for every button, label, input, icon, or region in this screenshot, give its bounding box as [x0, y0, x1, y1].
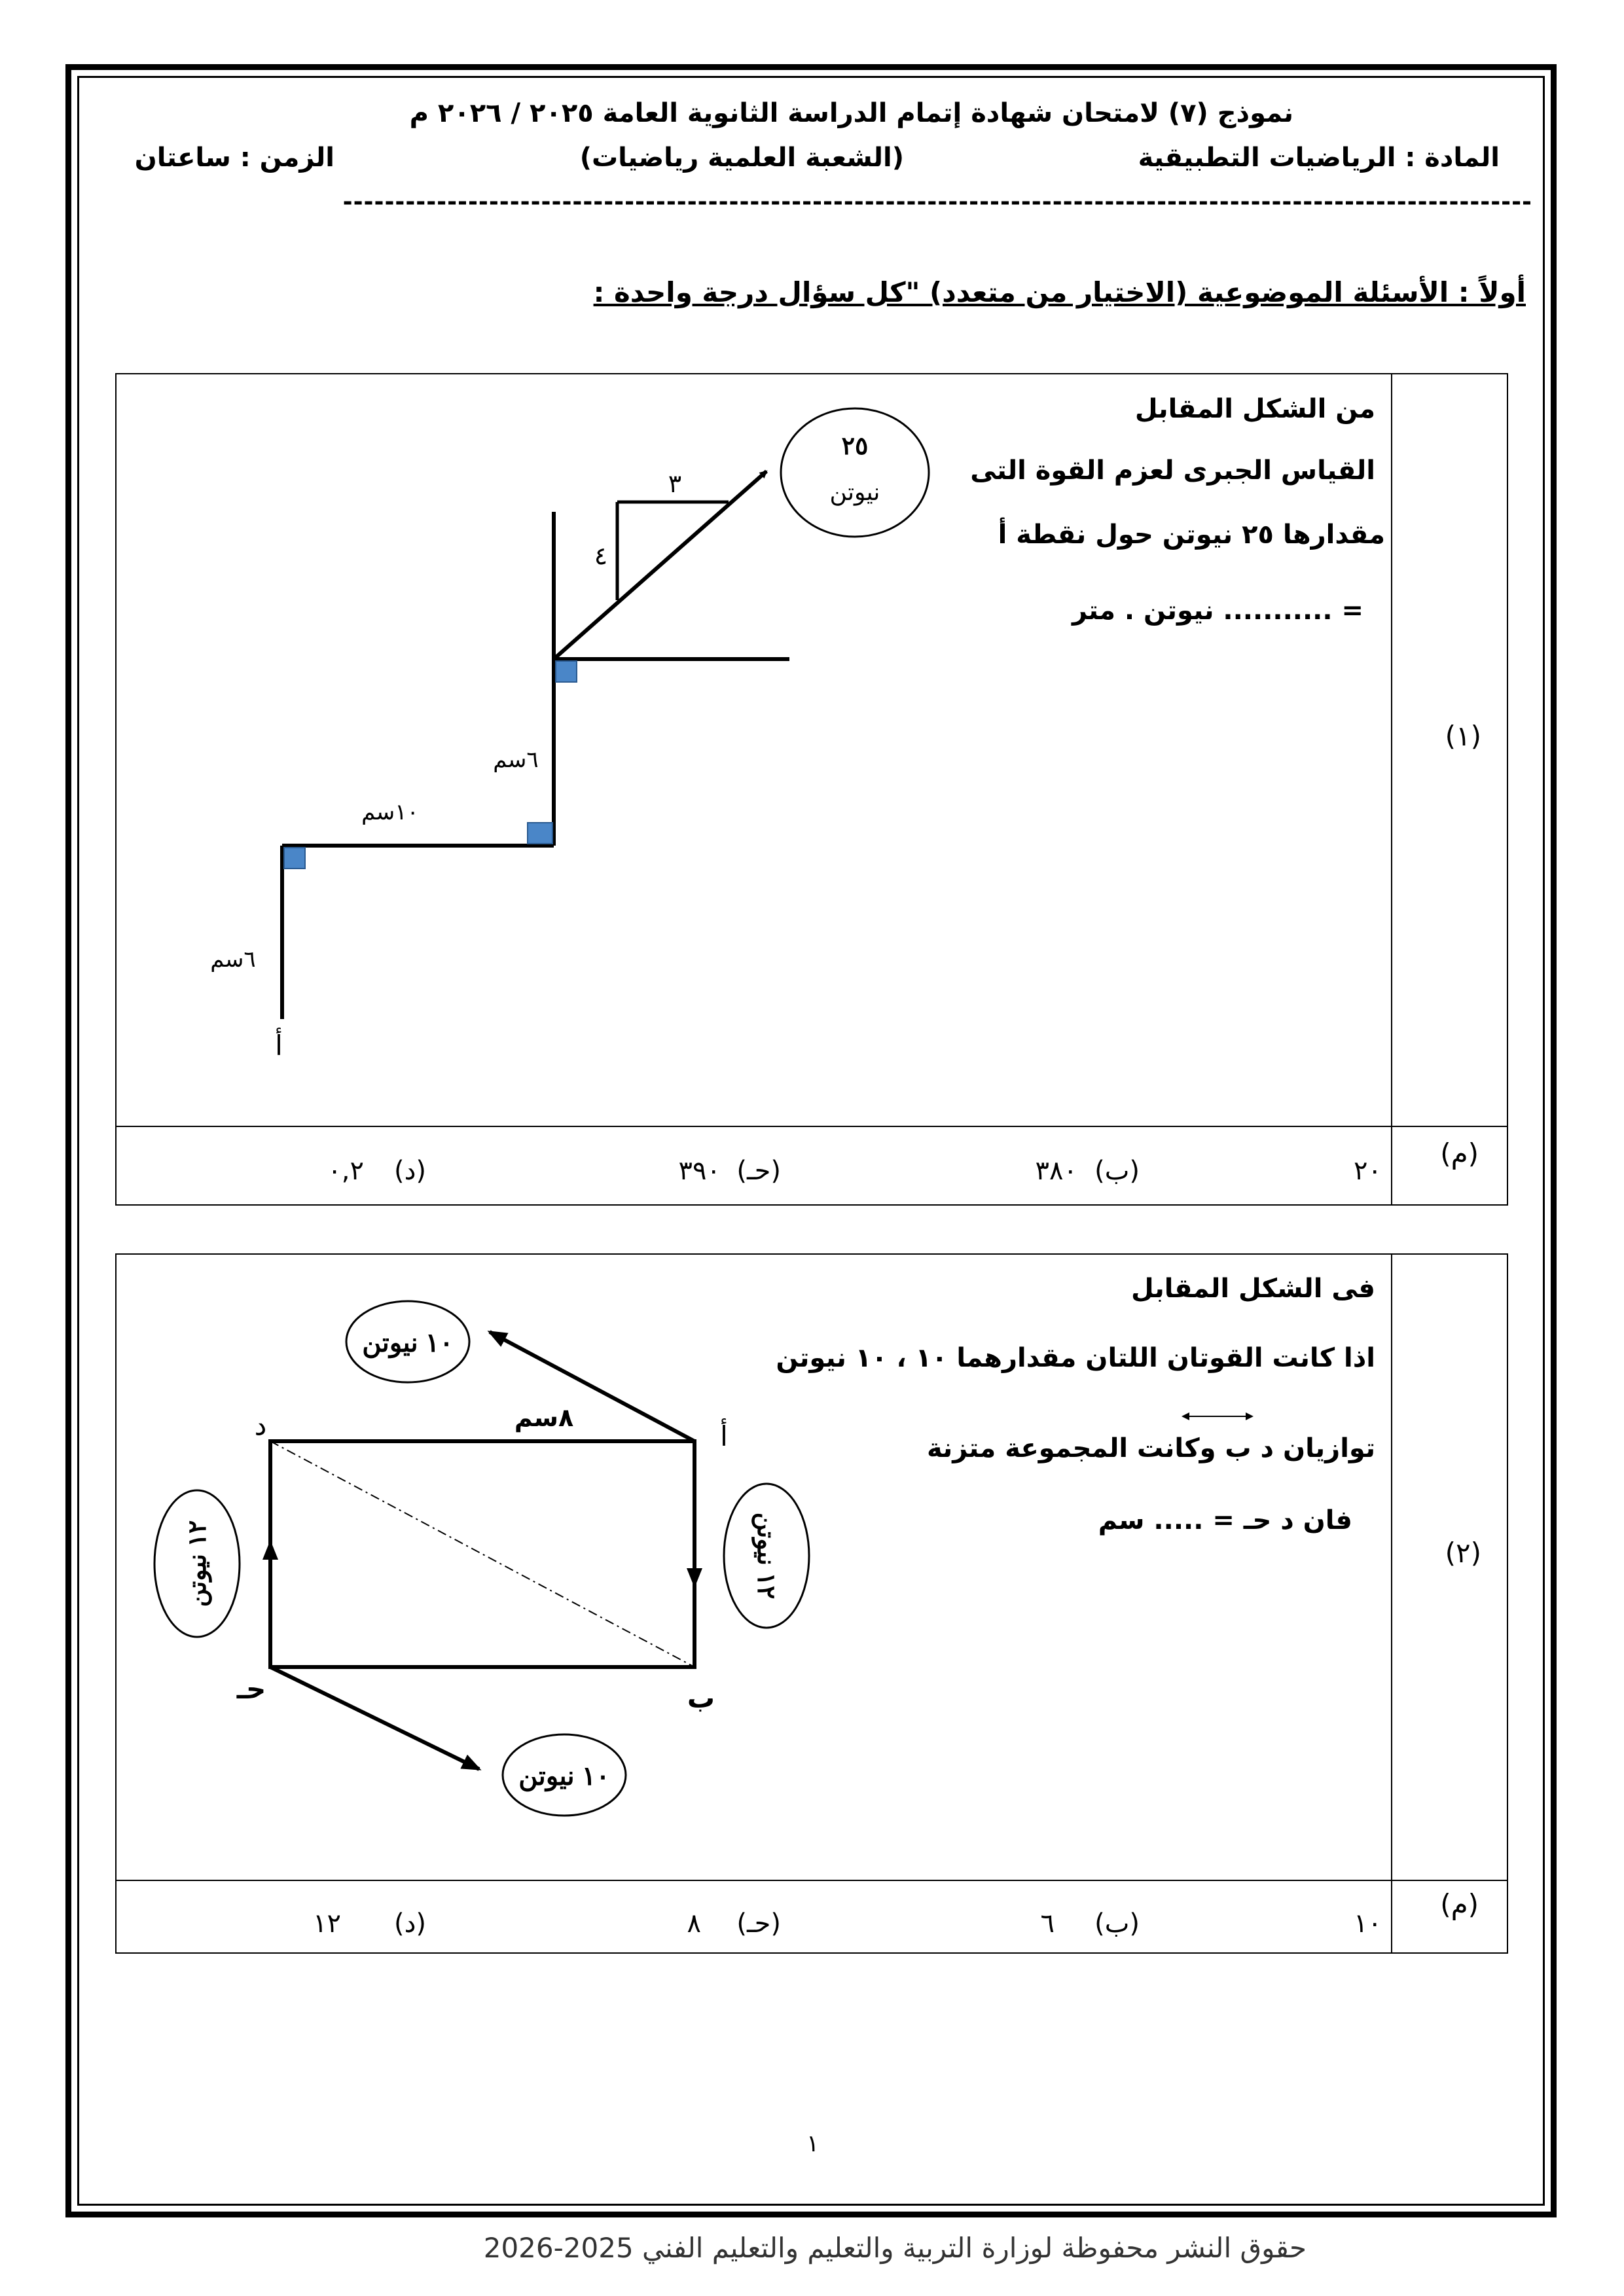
- question-1-answer-label: (م): [1440, 1138, 1479, 1170]
- question-1-line-1: من الشكل المقابل: [1134, 394, 1375, 424]
- copyright-footer: حقوق النشر محفوظة لوزارة التربية والتعليم والتعليم الفني 2025-2026: [483, 2232, 1307, 2264]
- question-1-figure: [115, 374, 1032, 1121]
- q1-choice-d-value[interactable]: ٠,٢: [327, 1156, 364, 1186]
- force-arrow-bottom: [270, 1667, 479, 1769]
- q1-choice-b-value[interactable]: ٣٨٠: [1035, 1156, 1077, 1186]
- force-arrow: [554, 471, 767, 659]
- q2-choice-c-value[interactable]: ٨: [687, 1909, 701, 1939]
- tri-vertical-label: ٤: [594, 541, 608, 570]
- question-2-line-2: اذا كانت القوتان اللتان مقدارهما ١٠ ، ١٠ نيوتن: [776, 1343, 1375, 1373]
- segment-label-2: ١٠سم: [361, 799, 419, 825]
- q1-choice-c-value[interactable]: ٣٩٠: [678, 1156, 721, 1186]
- force-circle: [781, 408, 929, 537]
- question-1-number: (١): [1445, 720, 1481, 752]
- vertex-b: ب: [687, 1682, 715, 1714]
- page-number: ١: [806, 2130, 820, 2157]
- question-2-answer-label: (م): [1440, 1888, 1479, 1920]
- force-value: ٢٥: [841, 433, 869, 460]
- exam-title: نموذج (٧) لامتحان شهادة إتمام الدراسة الثانوية العامة ٢٠٢٥ / ٢٠٢٦ م: [409, 98, 1293, 128]
- tri-horizontal-label: ٣: [668, 469, 682, 498]
- force-left-label: ١٢ نيوتن: [184, 1520, 211, 1607]
- point-a-label: أ: [275, 1030, 283, 1062]
- question-2-number: (٢): [1445, 1537, 1481, 1569]
- section-title: أولاً : الأسئلة الموضوعية (الاختيار من متعدد) "كل سؤال درجة واحدة :: [593, 276, 1526, 308]
- q1-choice-a-value[interactable]: ٢٠: [1354, 1156, 1382, 1186]
- force-bottom-label: ١٠ نيوتن: [518, 1762, 610, 1791]
- question-2-line-1: فى الشكل المقابل: [1131, 1274, 1375, 1304]
- force-top-label: ١٠ نيوتن: [362, 1329, 454, 1357]
- segment-label-1: ٦سم: [493, 747, 539, 773]
- q2-choice-d-label[interactable]: (د): [393, 1909, 426, 1939]
- q2-choice-b-label[interactable]: (ب): [1094, 1909, 1140, 1939]
- question-1-line-4: = ........... نيوتن . متر: [1072, 596, 1363, 626]
- header-dashes: ------------------------------------------------------------------------------------------------------------------: [342, 188, 1532, 215]
- question-1-line-3: مقدارها ٢٥ نيوتن حول نقطة أ: [998, 520, 1385, 550]
- question-2-figure: [115, 1255, 861, 1863]
- vertex-a: أ: [720, 1420, 728, 1452]
- subject-label: المادة : الرياضيات التطبيقية: [1138, 143, 1500, 173]
- time-label: الزمن : ساعتان: [134, 143, 334, 173]
- q2-choice-a-value[interactable]: ١٠: [1354, 1909, 1382, 1939]
- q2-choice-b-value[interactable]: ٦: [1040, 1909, 1055, 1939]
- vertex-d: د: [254, 1409, 267, 1441]
- force-right-label: ١٢ نيوتن: [752, 1512, 780, 1600]
- segment-label-3: ٦سم: [210, 946, 256, 973]
- q2-choice-c-label[interactable]: (حـ): [736, 1909, 781, 1939]
- q1-choice-b-label[interactable]: (ب): [1094, 1156, 1140, 1186]
- q1-choice-c-label[interactable]: (حـ): [736, 1156, 781, 1186]
- question-2-line-4: فان د حـ = ..... سم: [1098, 1505, 1352, 1535]
- vertex-c: حـ: [236, 1673, 266, 1705]
- question-1-line-2: القياس الجبرى لعزم القوة التى: [970, 456, 1375, 486]
- q1-choice-d-label[interactable]: (د): [393, 1156, 426, 1186]
- branch-label: (الشعبة العلمية رياضيات): [579, 143, 904, 173]
- question-2-line-3: توازيان د ب وكانت المجموعة متزنة: [927, 1433, 1375, 1463]
- line-db-overarrow: [1182, 1410, 1254, 1423]
- side-length-label: ٨سم: [514, 1403, 574, 1432]
- diagonal: [270, 1441, 695, 1667]
- q2-choice-d-value[interactable]: ١٢: [313, 1909, 341, 1939]
- force-unit: نيوتن: [829, 478, 880, 505]
